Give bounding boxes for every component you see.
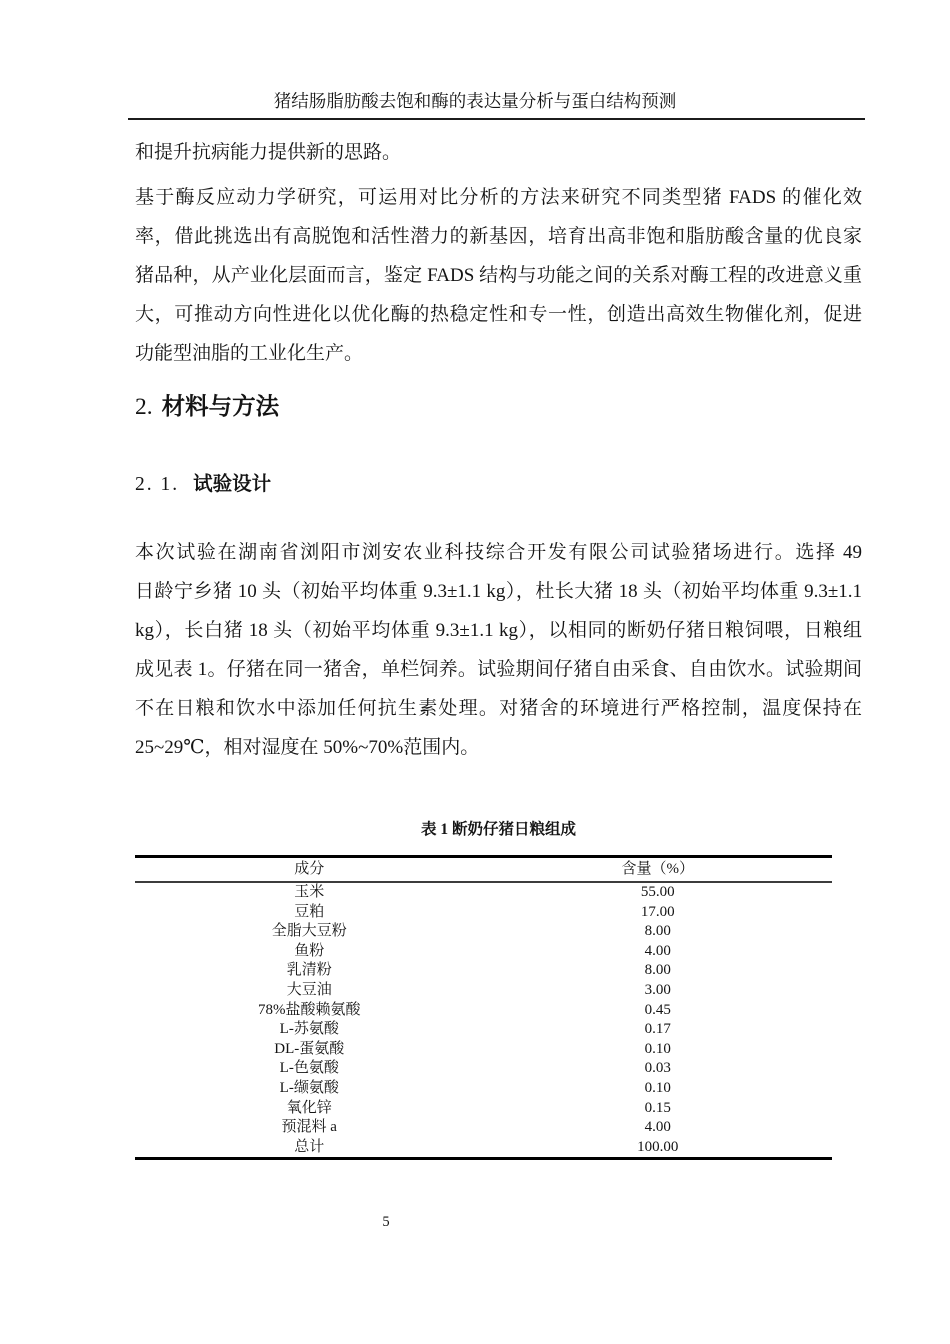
cell-ingredient: 玉米 [294, 884, 325, 900]
cell-content: 8.00 [644, 962, 671, 979]
paragraph-line: 大，可推动方向性进化以优化酶的热稳定性和专一性，创造出高效生物催化剂，促进 [135, 304, 862, 325]
table-header [135, 857, 832, 883]
cell-ingredient: L-缬氨酸 [279, 1079, 339, 1096]
cell-ingredient: 鱼粉 [294, 942, 325, 959]
column-header-ingredient: 成分 [135, 857, 484, 883]
cell-content: 0.03 [644, 1060, 671, 1077]
cell-content: 8.00 [644, 923, 671, 940]
cell-ingredient: L-苏氨酸 [279, 1021, 339, 1038]
section-title: 材料与方法 [161, 393, 280, 419]
table-row [135, 1001, 832, 1021]
subsection-number: 2. 1. [135, 474, 180, 495]
table-row [135, 1020, 832, 1040]
table-row [135, 1059, 832, 1079]
paragraph-line: 不在日粮和饮水中添加任何抗生素处理。对猪舍的环境进行严格控制，温度保持在 [135, 698, 862, 719]
table-row [135, 922, 832, 942]
cell-ingredient: 78%盐酸赖氨酸 [258, 1001, 361, 1018]
cell-content: 4.00 [644, 942, 671, 959]
cell-ingredient: 预混料 a [281, 1119, 337, 1136]
table-row [135, 1099, 832, 1119]
table-row [135, 961, 832, 981]
table-row [135, 1138, 832, 1159]
cell-ingredient: 乳清粉 [286, 962, 332, 979]
cell-ingredient: 全脂大豆粉 [271, 923, 347, 940]
section-number: 2. [135, 394, 153, 420]
cell-content: 55.00 [640, 884, 675, 900]
table-row [135, 1079, 832, 1099]
page-number: 5 [382, 1214, 390, 1230]
cell-content: 0.45 [644, 1001, 671, 1018]
cell-ingredient: 总计 [294, 1138, 325, 1155]
cell-content: 0.10 [644, 1079, 671, 1096]
table-row [135, 1118, 832, 1138]
table-row [135, 882, 832, 903]
paragraph-line: 日龄宁乡猪 10 头（初始平均体重 9.3±1.1 kg），杜长大猪 18 头（初始平均体重 9.3±1.1 [135, 581, 862, 602]
paragraph-continuation [135, 133, 862, 172]
subsection-heading-experiment-design [135, 472, 271, 497]
table-row [135, 942, 832, 962]
cell-content: 4.00 [644, 1119, 671, 1136]
column-header-content: 含量（%） [484, 857, 833, 883]
paragraph-experiment-design [135, 533, 862, 767]
cell-content: 0.10 [644, 1040, 671, 1057]
cell-ingredient: L-色氨酸 [279, 1060, 339, 1077]
paragraph-line: 25~29℃，相对湿度在 50%~70%范围内。 [135, 737, 480, 758]
paragraph-line: 和提升抗病能力提供新的思路。 [135, 142, 402, 163]
table-row [135, 1040, 832, 1060]
table-row [135, 981, 832, 1001]
cell-content: 0.17 [644, 1021, 671, 1038]
paragraph-line: 猪品种，从产业化层面而言，鉴定 FADS 结构与功能之间的关系对酶工程的改进意义重 [135, 265, 862, 286]
running-header-title: 猪结肠脂肪酸去饱和酶的表达量分析与蛋白结构预测 [273, 91, 677, 111]
cell-content: 17.00 [640, 903, 675, 920]
header-rule [128, 118, 865, 120]
table-body [135, 882, 832, 1159]
paragraph-enzyme-kinetics [135, 178, 862, 373]
section-heading-materials-methods [135, 392, 279, 421]
table-caption: 表 1 断奶仔猪日粮组成 [420, 821, 576, 838]
cell-ingredient: DL-蛋氨酸 [274, 1040, 345, 1057]
cell-content: 0.15 [644, 1099, 671, 1116]
cell-ingredient: 大豆油 [286, 981, 332, 998]
table-row [135, 903, 832, 923]
paragraph-line: 基于酶反应动力学研究，可运用对比分析的方法来研究不同类型猪 FADS 的催化效 [135, 187, 862, 208]
cell-ingredient: 豆粕 [294, 903, 325, 920]
table-header-row [135, 857, 832, 883]
paragraph-line: 本次试验在湖南省浏阳市浏安农业科技综合开发有限公司试验猪场进行。选择 49 [135, 542, 862, 563]
cell-ingredient: 氧化锌 [286, 1099, 332, 1116]
cell-content: 3.00 [644, 981, 671, 998]
cell-content: 100.00 [637, 1138, 679, 1155]
subsection-title: 试验设计 [193, 473, 272, 495]
paragraph-line: kg），长白猪 18 头（初始平均体重 9.3±1.1 kg），以相同的断奶仔猪日粮饲喂，日粮组 [135, 620, 862, 641]
paragraph-line: 成见表 1。仔猪在同一猪舍，单栏饲养。试验期间仔猪自由采食、自由饮水。试验期间 [135, 659, 862, 680]
paragraph-line: 功能型油脂的工业化生产。 [135, 343, 364, 364]
paragraph-line: 率，借此挑选出有高脱饱和活性潜力的新基因，培育出高非饱和脂肪酸含量的优良家 [135, 226, 862, 247]
diet-composition-table [135, 855, 832, 1160]
